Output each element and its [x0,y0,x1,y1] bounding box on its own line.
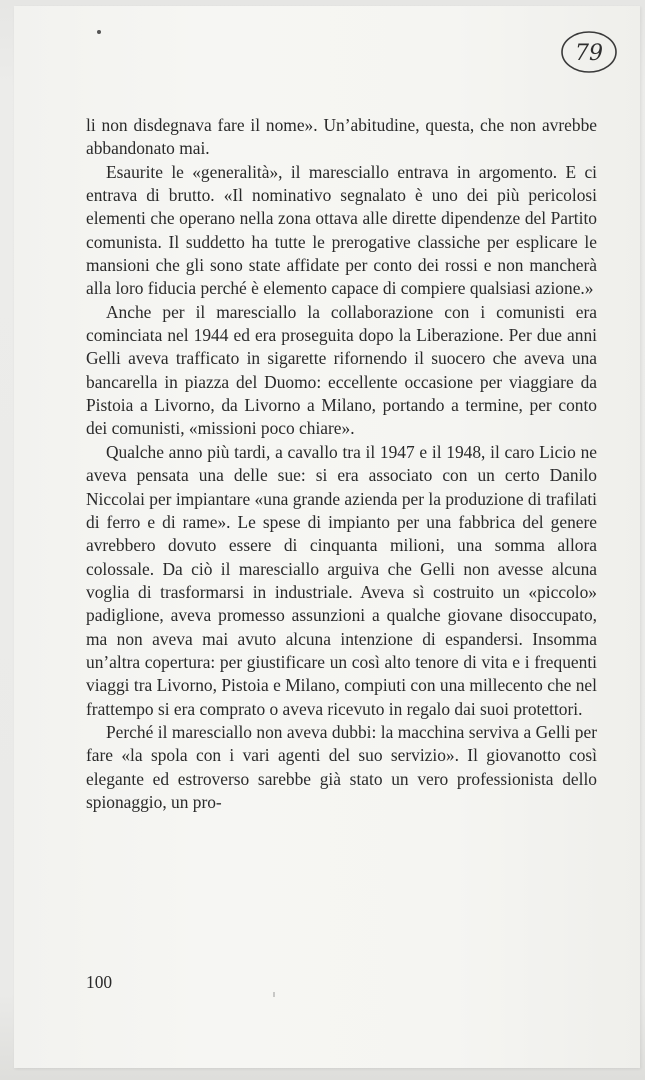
paragraph-4: Qualche anno più tardi, a cavallo tra il 1947 e il 1948, il caro Licio ne aveva pensata una delle sue: si era associato con un certo Danilo Niccolai per impiantare «una grande azienda per la produzione di trafilati di ferro e di rame». Le spese di impianto per una fabbrica del genere avrebbero dovuto essere di cinquanta milioni, una somma allora colossale. Da ciò il maresciallo arguiva che Gelli non avesse alcuna voglia di trasformarsi in industriale. Aveva sì costruito un «piccolo» padiglione, aveva promesso assunzioni a qualche giovane disoccupato, ma non aveva mai avuto alcuna intenzione di espandersi. Insomma un’altra copertura: per giustificare un così alto tenore di vita e i frequenti viaggi tra Livorno, Pistoia e Milano, compiuti con una millecento che nel frattempo si era comprato o aveva ricevuto in regalo dai suoi protettori. [86,441,597,719]
ink-dot [97,30,101,34]
handwritten-page-annotation [558,28,620,76]
paragraph-1: li non disdegnava fare il nome». Un’abitudine, questa, che non avrebbe abbandonato mai. [86,115,597,159]
paragraph-2: Esaurite le «generalità», il maresciallo entrava in argomento. E ci entrava di brutto. «Il nominativo segnalato è uno dei più pericolosi elementi che operano nella zona ottava alle dirette dipendenze del Partito comunista. Il suddetto ha tutte le prerogative classiche per esplicare le mansioni che gli sono state affidate per conto dei rossi e non mancherà alla loro fiducia perché è elemento capace di compiere qualsiasi azione.» [86,161,597,299]
annotation-text: 79 [575,41,603,66]
paragraph-5: Perché il maresciallo non aveva dubbi: la macchina serviva a Gelli per fare «la spola con i vari agenti del suo servizio». Il giovanotto così elegante ed estroverso sarebbe già stato un vero professionista dello spionaggio, un pro- [86,721,597,812]
body-text [86,114,597,814]
paragraph-3: Anche per il maresciallo la collaborazione con i comunisti era cominciata nel 1944 ed era proseguita dopo la Liberazione. Per due anni Gelli aveva trafficato in sigarette rifornendo il suocero che aveva una bancarella in piazza del Duomo: eccellente occasione per viaggiare da Pistoia a Livorno, da Livorno a Milano, portando a termine, per conto dei comunisti, «missioni poco chiare». [86,301,597,439]
paper-speck [273,992,275,997]
page-number: 100 [86,972,113,992]
